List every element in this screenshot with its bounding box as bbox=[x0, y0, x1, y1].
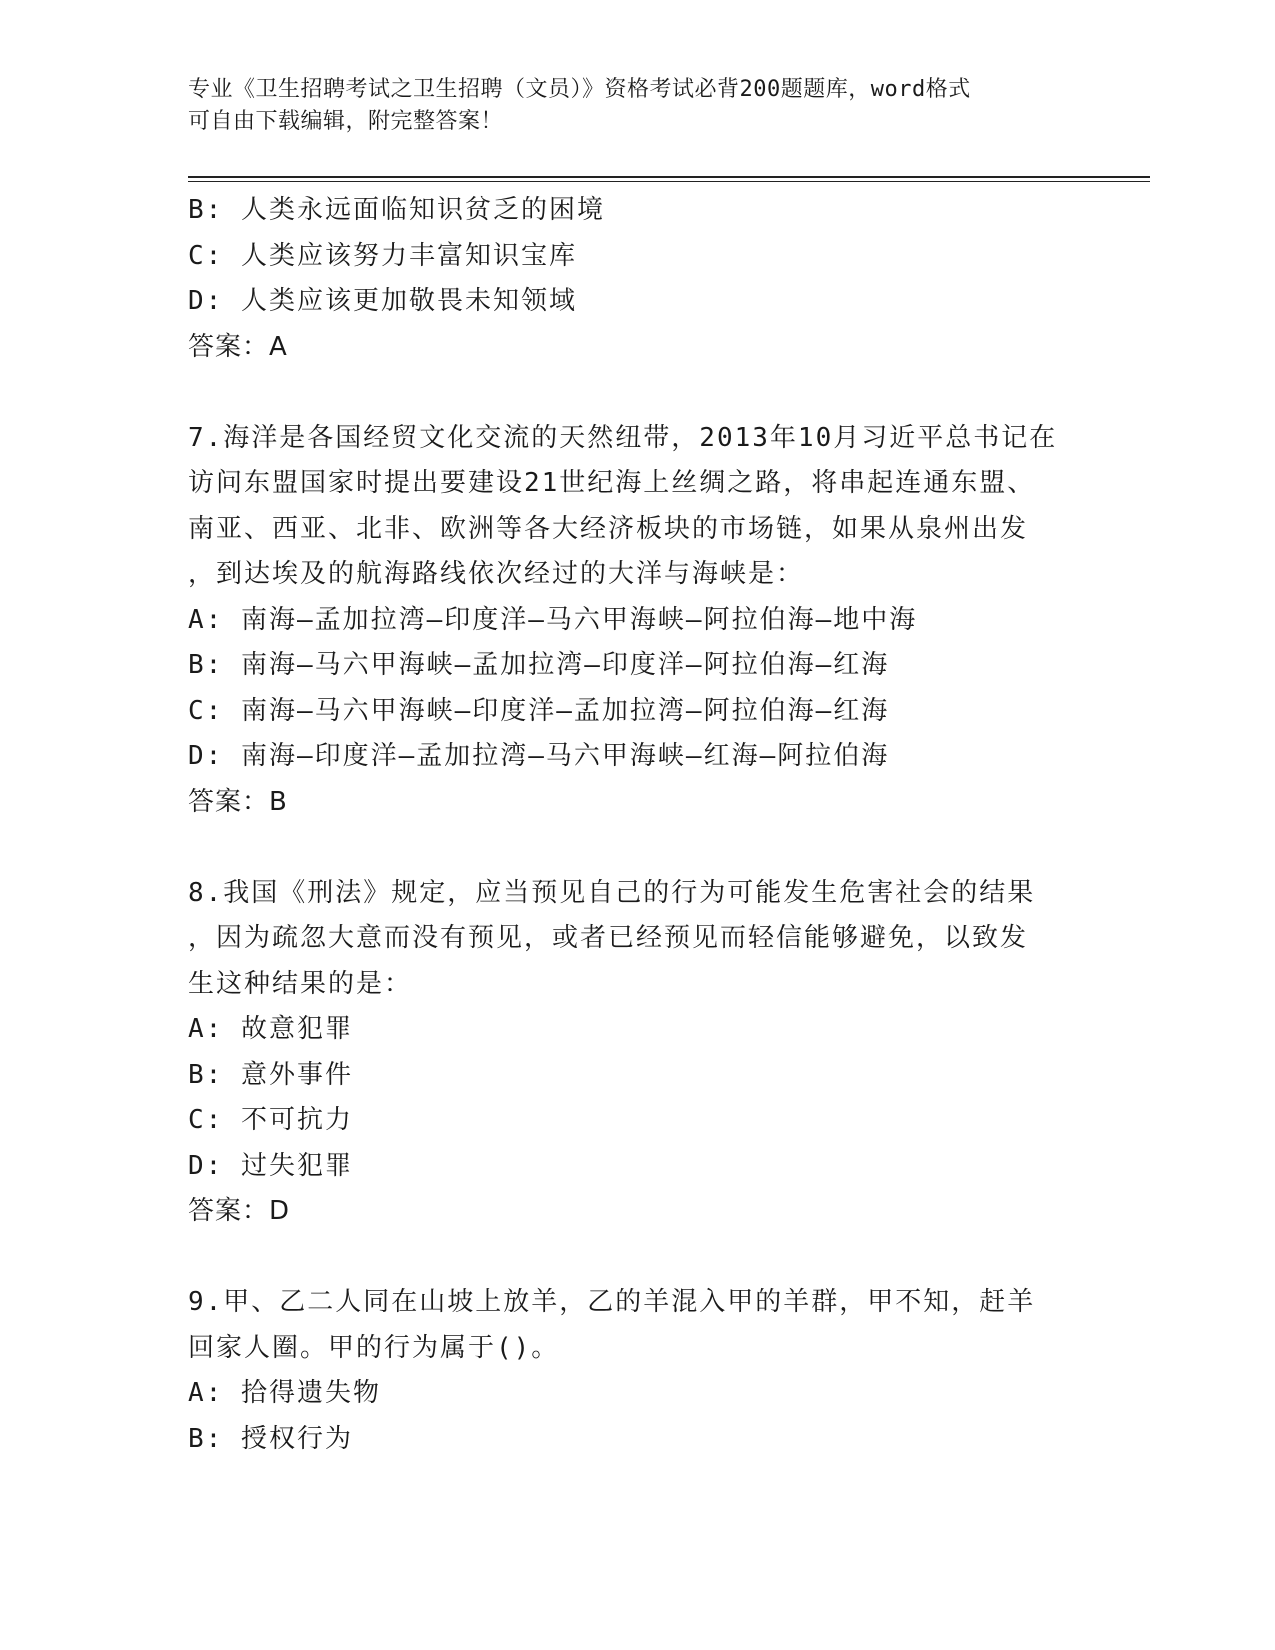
header-divider-thick bbox=[188, 176, 1150, 178]
question-9 bbox=[188, 1280, 1088, 1462]
question-spacer bbox=[188, 1235, 1088, 1281]
question-stem-line: 8.我国《刑法》规定，应当预见自己的行为可能发生危害社会的结果 bbox=[188, 877, 1036, 908]
option-c: C: 人类应该努力丰富知识宝库 bbox=[188, 240, 577, 271]
question-6-tail bbox=[188, 188, 1088, 370]
option-d: D: 人类应该更加敬畏未知领域 bbox=[188, 286, 577, 316]
question-stem-line: 回家人圈。甲的行为属于()。 bbox=[188, 1332, 560, 1363]
question-stem-line: 生这种结果的是： bbox=[188, 968, 413, 999]
option-a: A: 故意犯罪 bbox=[188, 1014, 353, 1044]
option-b: B: 意外事件 bbox=[188, 1059, 353, 1090]
answer-line: 答案：D bbox=[188, 1196, 291, 1226]
option-a: A: 拾得遗失物 bbox=[188, 1378, 381, 1408]
option-d: D: 南海—印度洋—孟加拉湾—马六甲海峡—红海—阿拉伯海 bbox=[188, 741, 890, 771]
option-b: B: 南海—马六甲海峡—孟加拉湾—印度洋—阿拉伯海—红海 bbox=[188, 650, 890, 680]
question-stem-line: 7.海洋是各国经贸文化交流的天然纽带，2013年10月习近平总书记在 bbox=[188, 422, 1058, 453]
option-b: B: 授权行为 bbox=[188, 1423, 353, 1454]
question-spacer bbox=[188, 825, 1088, 871]
question-stem-line: ，到达埃及的航海路线依次经过的大洋与海峡是： bbox=[188, 559, 805, 589]
question-8 bbox=[188, 871, 1088, 1235]
answer-line: 答案：B bbox=[188, 786, 288, 817]
question-stem-line: 访问东盟国家时提出要建设21世纪海上丝绸之路，将串起连通东盟、 bbox=[188, 468, 1036, 498]
option-c: C: 南海—马六甲海峡—印度洋—孟加拉湾—阿拉伯海—红海 bbox=[188, 695, 890, 726]
option-c: C: 不可抗力 bbox=[188, 1105, 353, 1135]
question-spacer bbox=[188, 370, 1088, 416]
answer-line: 答案：A bbox=[188, 331, 288, 362]
header-divider-thin bbox=[188, 181, 1150, 182]
document-header bbox=[188, 74, 1088, 138]
question-7 bbox=[188, 416, 1088, 826]
question-stem-line: 9.甲、乙二人同在山坡上放羊，乙的羊混入甲的羊群，甲不知，赶羊 bbox=[188, 1287, 1036, 1317]
option-a: A: 南海—孟加拉湾—印度洋—马六甲海峡—阿拉伯海—地中海 bbox=[188, 604, 918, 635]
question-stem-line: 南亚、西亚、北非、欧洲等各大经济板块的市场链，如果从泉州出发 bbox=[188, 513, 1029, 544]
option-b: B: 人类永远面临知识贫乏的困境 bbox=[188, 195, 605, 225]
option-d: D: 过失犯罪 bbox=[188, 1150, 353, 1181]
question-list bbox=[188, 188, 1088, 1462]
header-line-1: 专业《卫生招聘考试之卫生招聘（文员）》资格考试必背200题题库，word格式 bbox=[188, 77, 971, 102]
header-line-2: 可自由下载编辑，附完整答案！ bbox=[188, 109, 504, 134]
question-stem-line: ，因为疏忽大意而没有预见，或者已经预见而轻信能够避免，以致发 bbox=[188, 923, 1029, 953]
